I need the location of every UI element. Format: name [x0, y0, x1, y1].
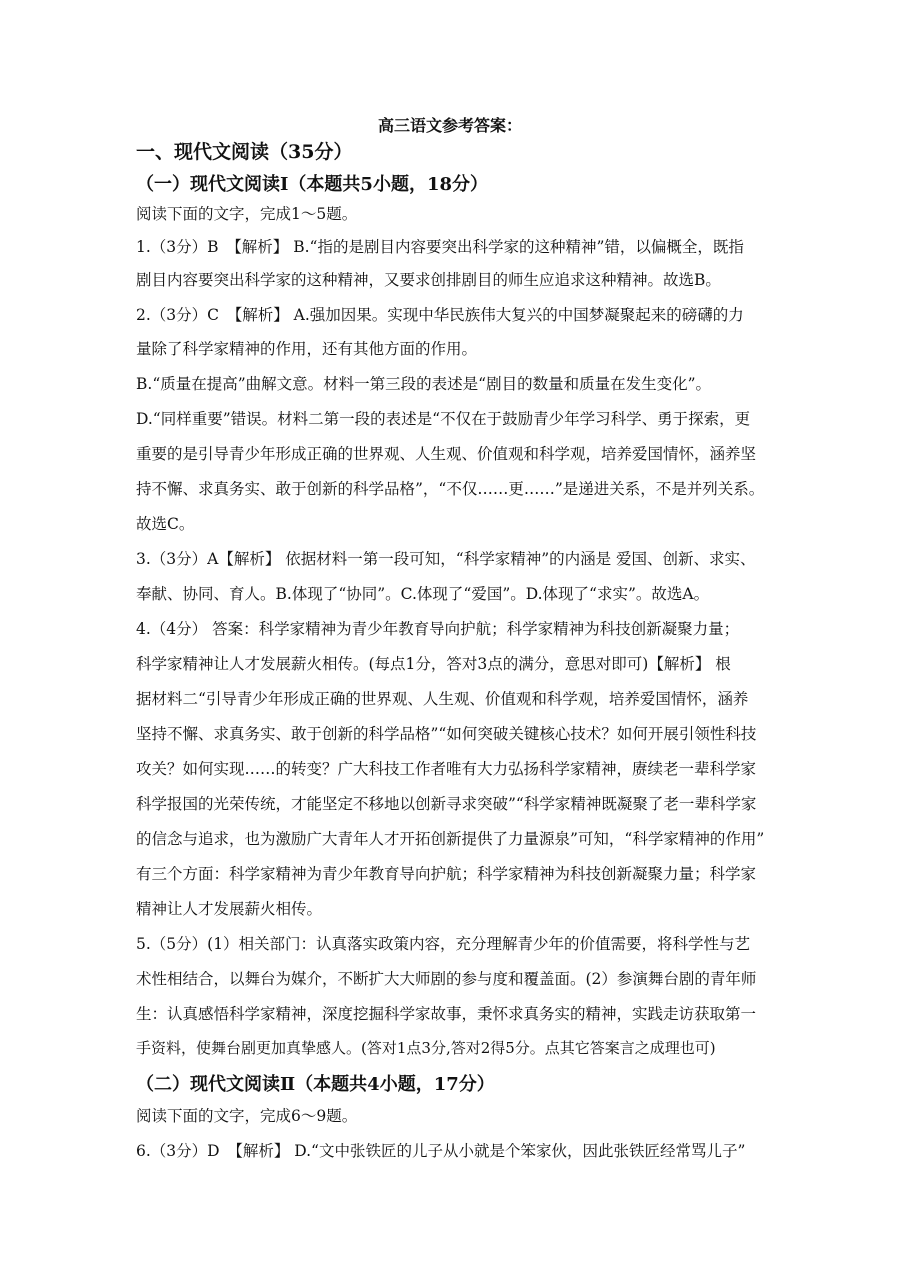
answer-q5-line: 生：认真感悟科学家精神，深度挖掘科学家故事，秉怀求真务实的精神，实践走访获取第一 — [136, 1005, 757, 1023]
reading-instruction-2: 阅读下面的文字，完成6～9题。 — [136, 1107, 358, 1125]
answer-q3-line: 3.（3分）A【解析】 依据材料一第一段可知，“科学家精神”的内涵是 爱国、创新、求实、 — [136, 550, 756, 568]
reading-instruction-1: 阅读下面的文字，完成1～5题。 — [136, 205, 358, 223]
answer-q4-line: 科学报国的光荣传统，才能坚定不移地以创新寻求突破”“科学家精神既凝聚了老一辈科学家 — [136, 795, 757, 813]
answer-q2-line: 持不懈、求真务实、敢于创新的科学品格”，“不仅……更……”是递进关系，不是并列关系。 — [136, 480, 765, 498]
answer-q5-line: 术性相结合，以舞台为媒介，不断扩大大师剧的参与度和覆盖面。(2）参演舞台剧的青年师 — [136, 970, 757, 988]
answer-q4-line: 4.（4分） 答案：科学家精神为青少年教育导向护航；科学家精神为科技创新凝聚力量； — [136, 620, 740, 638]
answer-q4-line: 有三个方面：科学家精神为青少年教育导向护航；科学家精神为科技创新凝聚力量；科学家 — [136, 865, 757, 883]
answer-q2-line: 量除了科学家精神的作用，还有其他方面的作用。 — [136, 340, 478, 358]
answer-q4-line: 科学家精神让人才发展薪火相传。(每点1分，答对3点的满分，意思对即可)【解析】 根 — [136, 655, 731, 673]
answer-q6-line: 6.（3分）D 【解析】 D.“文中张铁匠的儿子从小就是个笨家伙，因此张铁匠经常骂儿子” — [136, 1142, 746, 1160]
answer-q5-line: 5.（5分）(1）相关部门：认真落实政策内容，充分理解青少年的价值需要，将科学性与艺 — [136, 935, 751, 953]
answer-q2-line: 2.（3分）C 【解析】 A.强加因果。实现中华民族伟大复兴的中国梦凝聚起来的磅礴的力 — [136, 306, 744, 324]
answer-q4-line: 坚持不懈、求真务实、敢于创新的科学品格”“如何突破关键核心技术？如何开展引领性科技 — [136, 725, 757, 743]
answer-q2-line: D.“同样重要”错误。材料二第一段的表述是“不仅在于鼓励青少年学习科学、勇于探索，更 — [136, 410, 751, 428]
page-title: 高三语文参考答案： — [377, 116, 522, 135]
subsection-heading-reading-1: （一）现代文阅读Ⅰ（本题共5小题，18分） — [136, 174, 488, 195]
section-heading-modern-reading: 一、现代文阅读（35分） — [136, 141, 353, 163]
subsection-heading-reading-2: （二）现代文阅读Ⅱ（本题共4小题，17分） — [136, 1074, 495, 1095]
answer-q2-line: 重要的是引导青少年形成正确的世界观、人生观、价值观和科学观，培养爱国情怀，涵养坚 — [136, 445, 757, 463]
answer-q3-line: 奉献、协同、育人。B.体现了“协同”。C.体现了“爱国”。D.体现了“求实”。故选A。 — [136, 585, 710, 603]
answer-q1-line: 剧目内容要突出科学家的这种精神，又要求创排剧目的师生应追求这种精神。故选B。 — [136, 271, 721, 289]
answer-q4-line: 的信念与追求，也为激励广大青年人才开拓创新提供了力量源泉”可知，“科学家精神的作用” — [136, 830, 765, 848]
answer-q2-line: 故选C。 — [136, 515, 195, 533]
answer-q4-line: 据材料二“引导青少年形成正确的世界观、人生观、价值观和科学观，培养爱国情怀，涵养 — [136, 690, 749, 708]
answer-q4-line: 攻关？如何实现……的转变？广大科技工作者唯有大力弘扬科学家精神，赓续老一辈科学家 — [136, 760, 757, 778]
answer-q4-line: 精神让人才发展薪火相传。 — [136, 900, 323, 918]
answer-q2-line: B.“质量在提高”曲解文意。材料一第三段的表述是“剧目的数量和质量在发生变化”。 — [136, 375, 712, 393]
answer-q5-line: 手资料，使舞台剧更加真挚感人。(答对1点3分,答对2得5分。点其它答案言之成理也可) — [136, 1039, 716, 1057]
answer-q1-line: 1.（3分）B 【解析】 B.“指的是剧目内容要突出科学家的这种精神”错，以偏概全，既指 — [136, 238, 744, 256]
